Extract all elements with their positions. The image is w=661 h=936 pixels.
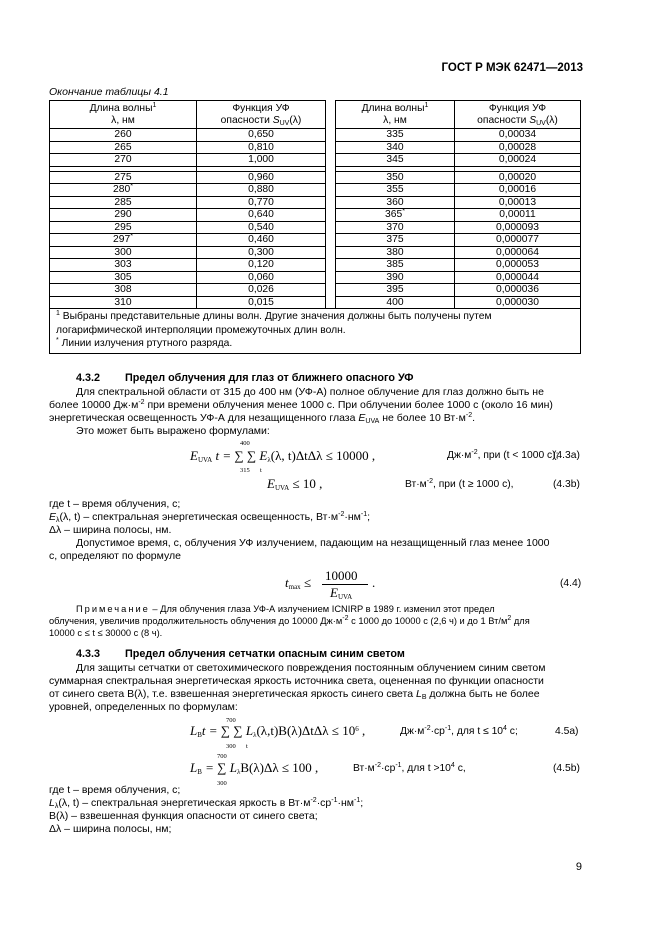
table-row: [50, 246, 581, 259]
note-line: Примечание – Для облучения глаза УФ-А излучением ICNIRP в 1989 г. изменил этот предел: [76, 604, 495, 614]
table-row: [50, 284, 581, 297]
header-uv-function-right: Функция УФ опасности $S_{UV}(\lambda)$: [455, 101, 581, 129]
uv-function-cell: 0,640: [197, 209, 326, 222]
table-header-row: [50, 101, 581, 129]
sum-upper-limit: 700: [217, 753, 227, 760]
note-line: облучения, увеличив продолжительность облучения до 10000 $Дж\cdot м^{-2}$ с 1000 до 10000 с (2,6 ч) и до 1 $Вт/м^2$ для: [49, 615, 530, 626]
paragraph-line: Для спектральной области от 315 до 400 нм (УФ-А) полное облучение для глаз должно быть не: [76, 386, 544, 398]
uv-function-cell: 0,060: [197, 271, 326, 284]
paragraph-line: Допустимое время, с, облучения УФ излучением, падающим на незащищенный глаз менее 1000: [76, 537, 550, 549]
uv-function-cell: 0,000064: [455, 246, 581, 259]
wavelength-cell: 297*: [50, 234, 197, 247]
uv-function-cell: 0,026: [197, 284, 326, 297]
uv-function-cell: 1,000: [197, 154, 326, 167]
wavelength-cell: 385: [336, 259, 455, 272]
equation-45a-unit: $Дж\cdot м^{-2}\cdot ср^{-1}$, для $t \le 10^4$ с;: [400, 725, 518, 737]
wavelength-cell: 390: [336, 271, 455, 284]
table-caption: Окончание таблицы 4.1: [49, 86, 169, 98]
table-row: [50, 259, 581, 272]
paragraph-line: с, определяют по формуле: [49, 550, 181, 562]
table-row: [50, 129, 581, 142]
section-number-433: 4.3.3: [76, 648, 101, 660]
wavelength-cell: 295: [50, 221, 197, 234]
table-row: [50, 209, 581, 222]
uv-function-cell: 0,00013: [455, 196, 581, 209]
sum-index: t: [246, 743, 248, 750]
fraction-bar: [322, 584, 368, 585]
equation-43a: $E_{UVA}$ t = ∑ ∑ $E_\lambda(\lambda$, t)ΔtΔλ ≤ 10000 ,: [190, 448, 376, 464]
uv-function-cell: 0,770: [197, 196, 326, 209]
sum-index: t: [260, 467, 262, 474]
equation-45a-number: 4.5а): [555, 726, 579, 737]
paragraph-line: суммарная спектральная энергетическая яркость источника света, оцененная по функции опасности: [49, 675, 544, 687]
equation-43b-number: (4.3b): [553, 479, 580, 490]
uv-function-cell: 0,960: [197, 171, 326, 184]
wavelength-cell: 340: [336, 141, 455, 154]
uv-function-cell: 0,00016: [455, 184, 581, 197]
page-number: 9: [575, 861, 582, 873]
uv-function-cell: 0,000044: [455, 271, 581, 284]
uv-function-cell: 0,000053: [455, 259, 581, 272]
wavelength-cell: 345: [336, 154, 455, 167]
uv-function-cell: 0,00020: [455, 171, 581, 184]
equation-43a-number: (4.3а): [553, 450, 580, 461]
paragraph-line: Это может быть выражено формулами:: [76, 425, 270, 437]
note-line: 10000 с ≤ t ≤ 30000 с (8 ч).: [49, 628, 163, 638]
paragraph-line: от синего света B(λ), т.е. взвешенная энергетическая яркость синего света $L_B$ должна быть не более: [49, 688, 540, 701]
section-title-433: Предел облучения сетчатки опасным синим светом: [125, 648, 405, 660]
wavelength-cell: 380: [336, 246, 455, 259]
uv-function-cell: 0,460: [197, 234, 326, 247]
header-wavelength-right: Длина волны$^1$ λ, нм: [336, 101, 455, 129]
uv-function-cell: 0,00028: [455, 141, 581, 154]
wavelength-cell: 365*: [336, 209, 455, 222]
where-line: где t – время облучения, с;: [49, 498, 181, 510]
uv-function-cell: 0,000036: [455, 284, 581, 297]
hazard-table: [49, 100, 581, 354]
uv-function-cell: 0,540: [197, 221, 326, 234]
equation-43b-unit: $Вт\cdot м^{-2}$, при (t ≥ 1000 с),: [405, 478, 514, 490]
equation-45b-number: (4.5b): [553, 763, 580, 774]
wavelength-cell: 350: [336, 171, 455, 184]
uv-function-cell: 0,880: [197, 184, 326, 197]
equation-45a: $L_Bt$ = ∑ ∑ $L_\lambda(\lambda,t)B(\lambda)\Delta t\Delta\lambda \le 10^6$ ,: [190, 723, 366, 739]
table-row: [50, 154, 581, 167]
uv-function-cell: 0,015: [197, 296, 326, 309]
table-row: [50, 184, 581, 197]
equation-44-lhs: $t_{max}$ ≤: [285, 575, 312, 591]
section-number-432: 4.3.2: [76, 372, 101, 384]
wavelength-cell: 275: [50, 171, 197, 184]
wavelength-cell: 400: [336, 296, 455, 309]
table-row: [50, 196, 581, 209]
fraction-numerator: 10000: [325, 568, 358, 583]
uv-function-cell: 0,00011: [455, 209, 581, 222]
section-title-432: Предел облучения для глаз от ближнего опасного УФ: [125, 372, 414, 384]
table-row: [50, 141, 581, 154]
uv-function-cell: 0,00034: [455, 129, 581, 142]
uv-function-cell: 0,00024: [455, 154, 581, 167]
paragraph-line: Для защиты сетчатки от светохимического повреждения постоянным облучением синим светом: [76, 662, 546, 674]
wavelength-cell: 305: [50, 271, 197, 284]
wavelength-cell: 335: [336, 129, 455, 142]
wavelength-cell: 280*: [50, 184, 197, 197]
sum-lower-limit: 315: [240, 467, 250, 474]
fraction-denominator: $E_{UVA}$: [330, 585, 353, 601]
uv-function-cell: 0,000030: [455, 296, 581, 309]
table-row: [50, 271, 581, 284]
wavelength-cell: 265: [50, 141, 197, 154]
uv-function-cell: 0,000077: [455, 234, 581, 247]
document-header: ГОСТ Р МЭК 62471—2013: [441, 62, 583, 74]
uv-function-cell: 0,650: [197, 129, 326, 142]
header-uv-function: Функция УФ опасности $S_{UV}(\lambda)$: [197, 101, 326, 129]
sum-lower-limit: 300: [217, 780, 227, 787]
uv-function-cell: 0,120: [197, 259, 326, 272]
wavelength-cell: 260: [50, 129, 197, 142]
table-row: [50, 171, 581, 184]
sum-upper-limit: 700: [226, 717, 236, 724]
wavelength-cell: 303: [50, 259, 197, 272]
uv-function-cell: 0,300: [197, 246, 326, 259]
wavelength-cell: 370: [336, 221, 455, 234]
wavelength-cell: 290: [50, 209, 197, 222]
uv-function-cell: 0,810: [197, 141, 326, 154]
paragraph-line: более 10000 $Дж\cdot м^{-2}$ при времени облучения менее 1000 с. При облучении более 1000 с (около 16 мин): [49, 399, 553, 411]
where-line: Δλ – ширина полосы, нм.: [49, 524, 172, 536]
wavelength-cell: 300: [50, 246, 197, 259]
header-wavelength: Длина волны$^1$ λ, нм: [50, 101, 197, 129]
table-row: [50, 234, 581, 247]
equation-45b-unit: $Вт\cdot м^{-2}\cdot ср^{-1}$, для $t >10^4$ с,: [353, 762, 466, 774]
table-row: [50, 221, 581, 234]
where-line: B(λ) – взвешенная функция опасности от синего света;: [49, 810, 318, 822]
where-line: $E_\lambda(\lambda$, t) – спектральная энергетическая освещенность, $Вт\cdot м^{-2}\cdot нм^{-1}$;: [49, 511, 371, 524]
equation-43a-unit: $Дж\cdot м^{-2}$, при (t < 1000 с);: [447, 449, 559, 461]
table-note: $^1$ Выбраны представительные длины волн. Другие значения должны быть получены путем логарифмической интерполяции промежуточных длин волн. * Линии излучения ртутного разряда.: [50, 309, 581, 354]
wavelength-cell: 285: [50, 196, 197, 209]
wavelength-cell: 355: [336, 184, 455, 197]
table-row: [50, 296, 581, 309]
equation-43b: $E_{UVA} \le 10$ ,: [267, 476, 323, 492]
sum-lower-limit: 300: [226, 743, 236, 750]
wavelength-cell: 270: [50, 154, 197, 167]
where-line: Δλ – ширина полосы, нм;: [49, 823, 172, 835]
sum-upper-limit: 400: [240, 440, 250, 447]
wavelength-cell: 395: [336, 284, 455, 297]
paragraph-line: энергетическая освещенность УФ-А для незащищенного глаза $E_{UVA}$ не более 10 $Вт\cdot м^{-2}$.: [49, 412, 476, 425]
where-line: где t – время облучения, с;: [49, 784, 181, 796]
equation-45b: $L_B$ = ∑ $L_\lambda B(\lambda)\Delta\lambda \le 100$ ,: [190, 760, 319, 776]
wavelength-cell: 375: [336, 234, 455, 247]
where-line: $L_\lambda(\lambda$, t) – спектральная энергетическая яркость в $Вт\cdot м^{-2}\cdot ср^{-1}\cdot нм^{-1}$;: [49, 797, 364, 810]
wavelength-cell: 360: [336, 196, 455, 209]
equation-44-number: (4.4): [560, 578, 582, 589]
uv-function-cell: 0,000093: [455, 221, 581, 234]
paragraph-line: уровней, определенных по формулам:: [49, 701, 238, 713]
equation-44-end: .: [372, 575, 376, 590]
wavelength-cell: 308: [50, 284, 197, 297]
wavelength-cell: 310: [50, 296, 197, 309]
